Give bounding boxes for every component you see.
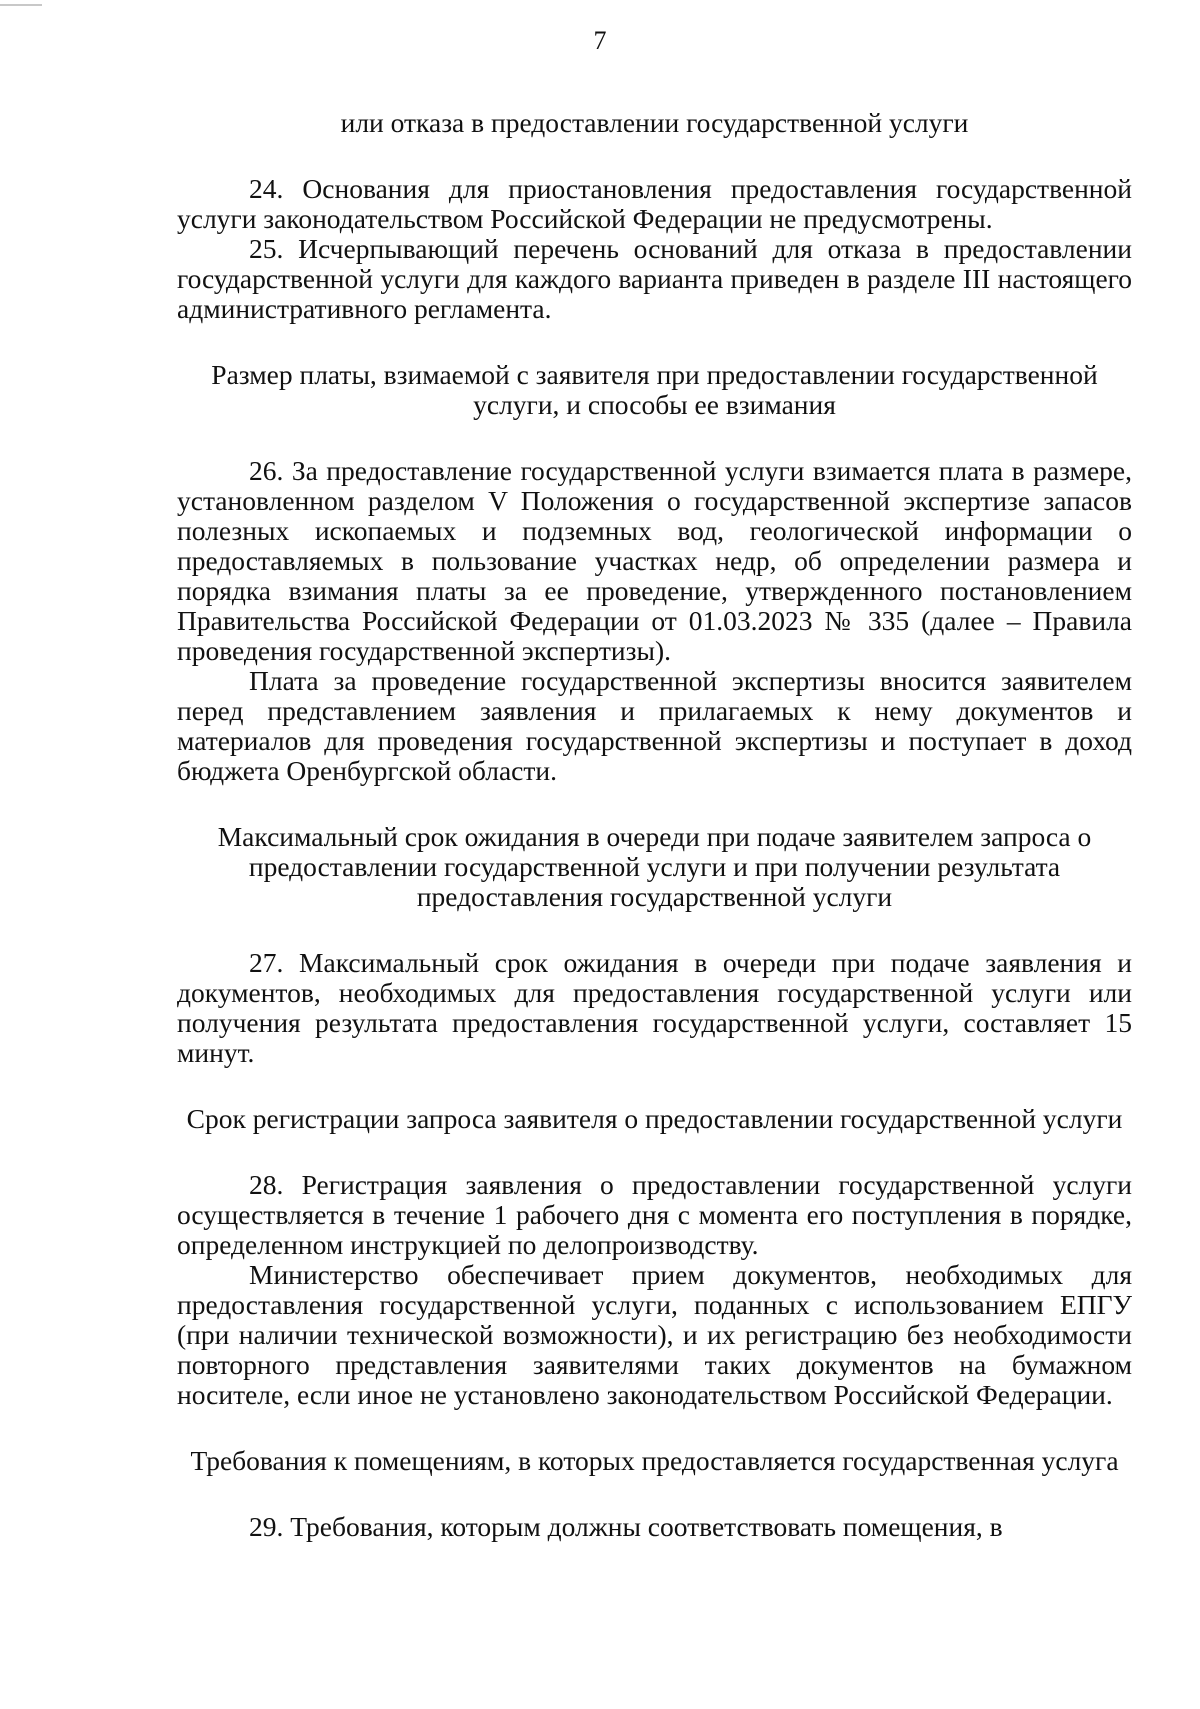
scan-edge-mark [0,4,42,6]
paragraph-28-epgu: Министерство обеспечивает прием документов, необходимых для предоставления государственной услуги, поданных с использованием ЕПГУ (при наличии технической возможности), и их регистрацию без необходимости повторного представления заявителями таких документов на бумажном носителе, если иное не установлено законодательством Российской Федерации. [177,1259,1132,1410]
paragraph-25: 25. Исчерпывающий перечень оснований для отказа в предоставлении государственной услуги для каждого варианта приведен в разделе III настоящего административного регламента. [177,233,1132,324]
paragraph-24: 24. Основания для приостановления предоставления государственной услуги законодательством Российской Федерации не предусмотрены. [177,173,1132,234]
section-heading-refusal-continued: или отказа в предоставлении государственной услуги [340,107,969,138]
section-heading-registration: Срок регистрации запроса заявителя о предоставлении государственной услуги [186,1103,1123,1134]
paragraph-28: 28. Регистрация заявления о предоставлении государственной услуги осуществляется в течение 1 рабочего дня с момента его поступления в порядке, определенном инструкцией по делопроизводству. [177,1169,1132,1260]
section-heading-premises: Требования к помещениям, в которых предоставляется государственная услуга [190,1445,1119,1476]
paragraph-29: 29. Требования, которым должны соответствовать помещения, в [249,1511,1003,1542]
paragraph-26: 26. За предоставление государственной услуги взимается плата в размере, установленном разделом V Положения о государственной экспертизе запасов полезных ископаемых и подземных вод, геологической информации о предоставляемых в пользование участках недр, об определении размера и порядка взимания платы за ее проведение, утвержденного постановлением Правительства Российской Федерации от 01.03.2023 № 335 (далее – Правила проведения государственной экспертизы). [177,455,1132,666]
paragraph-26-fee-payment: Плата за проведение государственной экспертизы вносится заявителем перед представлением заявления и прилагаемых к нему документов и материалов для проведения государственной экспертизы и поступает в доход бюджета Оренбургской области. [177,665,1132,786]
section-heading-fee: Размер платы, взимаемой с заявителя при предоставлении государственной услуги, и способы ее взимания [211,359,1098,420]
document-body [177,108,1132,1542]
section-heading-queue-time: Максимальный срок ожидания в очереди при подаче заявителем запроса о предоставлении государственной услуги и при получении результата предоставления государственной услуги [217,821,1092,912]
paragraph-27: 27. Максимальный срок ожидания в очереди при подаче заявления и документов, необходимых для предоставления государственной услуги или получения результата предоставления государственной услуги, составляет 15 минут. [177,947,1132,1068]
page-number: 7 [593,26,607,55]
